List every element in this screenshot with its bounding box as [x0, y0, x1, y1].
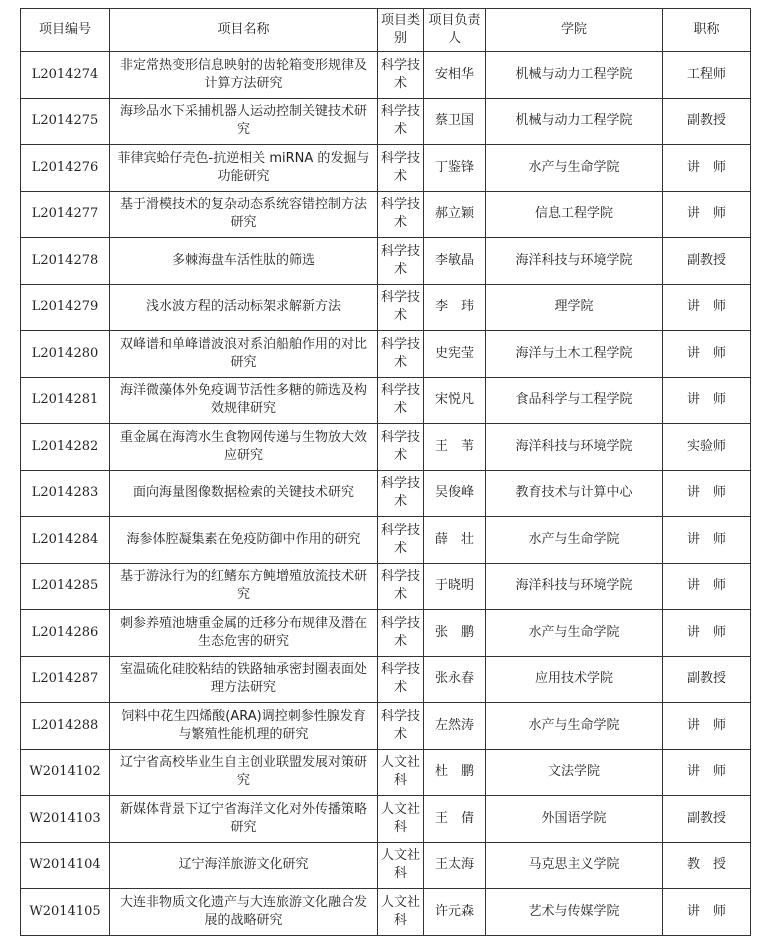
cell-title: 讲 师: [663, 145, 751, 192]
table-row: [21, 284, 751, 331]
cell-college: 海洋与土木工程学院: [486, 331, 663, 378]
cell-leader: 许元森: [424, 889, 486, 936]
cell-leader: 杜 鹏: [424, 749, 486, 796]
table-row: [21, 145, 751, 192]
cell-title: 讲 师: [663, 191, 751, 238]
cell-college: 机械与动力工程学院: [486, 98, 663, 145]
cell-leader: 王 倩: [424, 796, 486, 843]
cell-leader: 宋悦凡: [424, 377, 486, 424]
table-row: [21, 470, 751, 517]
cell-college: 马克思主义学院: [486, 842, 663, 889]
cell-project-id: L2014287: [21, 656, 110, 703]
table-row: [21, 889, 751, 936]
cell-title: 副教授: [663, 238, 751, 285]
cell-college: 外国语学院: [486, 796, 663, 843]
cell-title: 讲 师: [663, 749, 751, 796]
cell-category: 人文社科: [378, 749, 424, 796]
table-row: [21, 749, 751, 796]
cell-project-name: 室温硫化硅胶粘结的铁路轴承密封圈表面处理方法研究: [110, 656, 378, 703]
cell-title: 工程师: [663, 52, 751, 99]
cell-title: 讲 师: [663, 517, 751, 564]
table-row: [21, 563, 751, 610]
cell-project-id: L2014279: [21, 284, 110, 331]
cell-title: 讲 师: [663, 377, 751, 424]
cell-category: 人文社科: [378, 889, 424, 936]
table-row: [21, 842, 751, 889]
table-row: [21, 238, 751, 285]
cell-project-id: L2014286: [21, 610, 110, 657]
cell-project-id: L2014285: [21, 563, 110, 610]
cell-project-id: L2014283: [21, 470, 110, 517]
cell-leader: 郝立颖: [424, 191, 486, 238]
cell-project-id: L2014277: [21, 191, 110, 238]
header-leader: 项目负责人: [424, 9, 486, 52]
cell-category: 科学技术: [378, 703, 424, 750]
cell-leader: 安相华: [424, 52, 486, 99]
cell-project-name: 重金属在海湾水生食物网传递与生物放大效应研究: [110, 424, 378, 471]
cell-leader: 王 苇: [424, 424, 486, 471]
cell-category: 科学技术: [378, 517, 424, 564]
table-row: [21, 98, 751, 145]
cell-project-name: 菲律宾蛤仔壳色-抗逆相关 miRNA 的发掘与功能研究: [110, 145, 378, 192]
cell-project-id: L2014274: [21, 52, 110, 99]
header-category: 项目类别: [378, 9, 424, 52]
cell-project-id: W2014105: [21, 889, 110, 936]
table-row: [21, 796, 751, 843]
cell-category: 科学技术: [378, 52, 424, 99]
cell-project-name: 双峰谱和单峰谱波浪对系泊船舶作用的对比研究: [110, 331, 378, 378]
header-row: [21, 9, 751, 52]
cell-category: 科学技术: [378, 656, 424, 703]
cell-project-id: L2014276: [21, 145, 110, 192]
table-row: [21, 52, 751, 99]
header-college: 学院: [486, 9, 663, 52]
cell-category: 科学技术: [378, 98, 424, 145]
cell-leader: 李敏晶: [424, 238, 486, 285]
cell-project-name: 非定常热变形信息映射的齿轮箱变形规律及计算方法研究: [110, 52, 378, 99]
cell-category: 科学技术: [378, 377, 424, 424]
table-row: [21, 424, 751, 471]
cell-college: 水产与生命学院: [486, 610, 663, 657]
cell-project-name: 浅水波方程的活动标架求解新方法: [110, 284, 378, 331]
cell-title: 讲 师: [663, 563, 751, 610]
cell-project-name: 面向海量图像数据检索的关键技术研究: [110, 470, 378, 517]
table-row: [21, 331, 751, 378]
cell-project-id: L2014275: [21, 98, 110, 145]
cell-leader: 左然涛: [424, 703, 486, 750]
table-row: [21, 656, 751, 703]
cell-category: 科学技术: [378, 238, 424, 285]
cell-leader: 李 玮: [424, 284, 486, 331]
cell-college: 信息工程学院: [486, 191, 663, 238]
cell-leader: 张 鹏: [424, 610, 486, 657]
cell-project-id: W2014103: [21, 796, 110, 843]
cell-leader: 吴俊峰: [424, 470, 486, 517]
cell-college: 文法学院: [486, 749, 663, 796]
cell-title: 讲 师: [663, 470, 751, 517]
cell-project-name: 辽宁省高校毕业生自主创业联盟发展对策研究: [110, 749, 378, 796]
cell-project-id: L2014281: [21, 377, 110, 424]
cell-college: 应用技术学院: [486, 656, 663, 703]
cell-leader: 于晓明: [424, 563, 486, 610]
cell-college: 机械与动力工程学院: [486, 52, 663, 99]
cell-project-name: 海参体腔凝集素在免疫防御中作用的研究: [110, 517, 378, 564]
cell-college: 水产与生命学院: [486, 517, 663, 564]
cell-leader: 蔡卫国: [424, 98, 486, 145]
cell-project-name: 大连非物质文化遗产与大连旅游文化融合发展的战略研究: [110, 889, 378, 936]
cell-title: 讲 师: [663, 331, 751, 378]
project-table: [20, 8, 751, 936]
table-row: [21, 377, 751, 424]
cell-college: 海洋科技与环境学院: [486, 424, 663, 471]
cell-title: 教 授: [663, 842, 751, 889]
cell-title: 讲 师: [663, 610, 751, 657]
cell-project-name: 饲料中花生四烯酸(ARA)调控刺参性腺发育与繁殖性能机理的研究: [110, 703, 378, 750]
cell-project-id: L2014278: [21, 238, 110, 285]
table-row: [21, 610, 751, 657]
header-title: 职称: [663, 9, 751, 52]
cell-project-name: 基于滑模技术的复杂动态系统容错控制方法研究: [110, 191, 378, 238]
cell-leader: 张永春: [424, 656, 486, 703]
cell-category: 科学技术: [378, 424, 424, 471]
cell-project-name: 新媒体背景下辽宁省海洋文化对外传播策略研究: [110, 796, 378, 843]
cell-project-name: 刺参养殖池塘重金属的迁移分布规律及潜在生态危害的研究: [110, 610, 378, 657]
cell-title: 副教授: [663, 796, 751, 843]
table-row: [21, 517, 751, 564]
cell-title: 讲 师: [663, 889, 751, 936]
cell-college: 海洋科技与环境学院: [486, 238, 663, 285]
cell-college: 水产与生命学院: [486, 145, 663, 192]
cell-project-id: L2014288: [21, 703, 110, 750]
cell-leader: 薛 壮: [424, 517, 486, 564]
header-name: 项目名称: [110, 9, 378, 52]
table-row: [21, 703, 751, 750]
cell-project-name: 多棘海盘车活性肽的筛选: [110, 238, 378, 285]
cell-project-name: 辽宁海洋旅游文化研究: [110, 842, 378, 889]
cell-title: 副教授: [663, 98, 751, 145]
cell-college: 理学院: [486, 284, 663, 331]
cell-category: 科学技术: [378, 145, 424, 192]
cell-project-id: W2014104: [21, 842, 110, 889]
cell-leader: 丁鉴锋: [424, 145, 486, 192]
cell-leader: 史宪莹: [424, 331, 486, 378]
cell-project-id: L2014284: [21, 517, 110, 564]
cell-college: 海洋科技与环境学院: [486, 563, 663, 610]
cell-college: 食品科学与工程学院: [486, 377, 663, 424]
cell-college: 教育技术与计算中心: [486, 470, 663, 517]
cell-project-name: 基于游泳行为的红鳍东方鲀增殖放流技术研究: [110, 563, 378, 610]
cell-category: 人文社科: [378, 796, 424, 843]
cell-college: 水产与生命学院: [486, 703, 663, 750]
cell-category: 科学技术: [378, 563, 424, 610]
cell-title: 讲 师: [663, 703, 751, 750]
cell-category: 科学技术: [378, 470, 424, 517]
cell-college: 艺术与传媒学院: [486, 889, 663, 936]
cell-leader: 王太海: [424, 842, 486, 889]
cell-project-id: W2014102: [21, 749, 110, 796]
cell-category: 科学技术: [378, 610, 424, 657]
cell-title: 实验师: [663, 424, 751, 471]
cell-project-name: 海洋微藻体外免疫调节活性多糖的筛选及构效规律研究: [110, 377, 378, 424]
cell-category: 科学技术: [378, 331, 424, 378]
cell-project-id: L2014282: [21, 424, 110, 471]
header-id: 项目编号: [21, 9, 110, 52]
cell-category: 科学技术: [378, 284, 424, 331]
cell-project-name: 海珍品水下采捕机器人运动控制关键技术研究: [110, 98, 378, 145]
cell-title: 副教授: [663, 656, 751, 703]
cell-title: 讲 师: [663, 284, 751, 331]
cell-project-id: L2014280: [21, 331, 110, 378]
cell-category: 科学技术: [378, 191, 424, 238]
cell-category: 人文社科: [378, 842, 424, 889]
table-row: [21, 191, 751, 238]
